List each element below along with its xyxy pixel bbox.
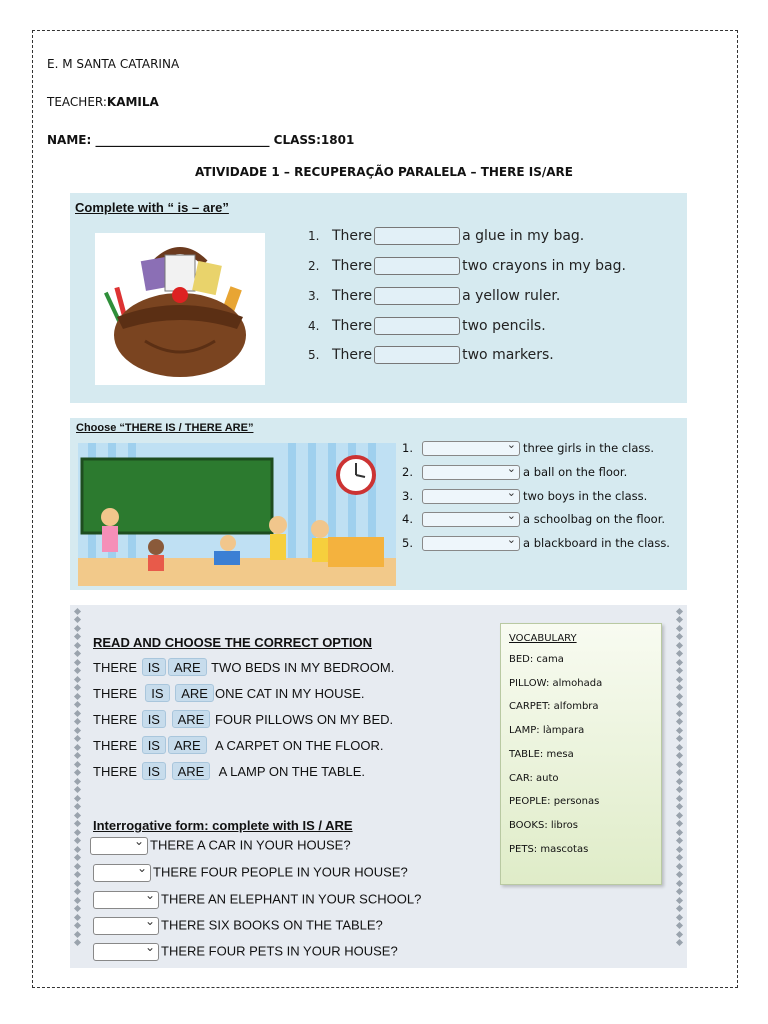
choice-row-5	[93, 762, 365, 780]
vocab-item: BOOKS: libros	[509, 820, 579, 831]
s2-text: a schoolbag on the floor.	[523, 512, 666, 526]
s2-text: two boys in the class.	[523, 489, 648, 503]
there-word: THERE	[93, 660, 138, 675]
interrogative-text: THERE AN ELEPHANT IN YOUR SCHOOL?	[161, 891, 422, 907]
s1-pre: There	[332, 318, 373, 334]
interrogative-text: THERE FOUR PETS IN YOUR HOUSE?	[161, 943, 398, 959]
choice-row-1	[93, 658, 394, 676]
s1-item-3	[308, 287, 560, 305]
s1-pre: There	[332, 228, 373, 244]
vocabulary-title: VOCABULARY	[509, 633, 577, 644]
answer-box[interactable]	[374, 287, 460, 305]
s1-post: two crayons in my bag.	[462, 258, 626, 274]
backpack-image	[95, 233, 265, 385]
s2-num: 3.	[402, 489, 413, 503]
s2-item-2	[402, 465, 627, 480]
s2-num: 1.	[402, 441, 413, 455]
section3-title: READ AND CHOOSE THE CORRECT OPTION	[93, 635, 373, 650]
s1-item-2	[308, 257, 626, 275]
option-is[interactable]: IS	[142, 736, 166, 754]
teacher-label: TEACHER:	[47, 95, 107, 109]
there-word: THERE	[93, 686, 138, 701]
section-choose	[70, 418, 687, 590]
answer-box[interactable]	[374, 257, 460, 275]
section-complete	[70, 193, 687, 403]
there-word: THERE	[93, 738, 138, 753]
s1-num: 1.	[308, 229, 320, 243]
s2-text: a ball on the floor.	[523, 465, 628, 479]
row-text: A CARPET ON THE FLOOR.	[214, 738, 384, 753]
vocab-item: PILLOW: almohada	[509, 678, 603, 689]
answer-dropdown[interactable]	[422, 465, 520, 480]
choice-row-3	[93, 710, 393, 728]
s1-item-4	[308, 317, 546, 335]
s2-item-1	[402, 441, 654, 456]
there-word: THERE	[93, 712, 138, 727]
vocabulary-box	[500, 623, 662, 885]
option-are[interactable]: ARE	[175, 684, 214, 702]
answer-dropdown[interactable]	[422, 512, 520, 527]
s1-post: a glue in my bag.	[462, 228, 585, 244]
s1-pre: There	[332, 288, 373, 304]
row-text: TWO BEDS IN MY BEDROOM.	[211, 660, 395, 675]
answer-box[interactable]	[374, 317, 460, 335]
name-class-line	[47, 133, 354, 147]
s2-num: 2.	[402, 465, 413, 479]
s1-pre: There	[332, 258, 373, 274]
classroom-image	[78, 443, 396, 586]
vocab-item: PETS: mascotas	[509, 844, 589, 855]
option-are[interactable]: ARE	[172, 710, 211, 728]
answer-dropdown[interactable]	[93, 864, 151, 882]
interrogative-row-1	[90, 837, 351, 855]
section1-title: Complete with “ is – are”	[75, 200, 229, 215]
vocab-item: TABLE: mesa	[509, 749, 574, 760]
answer-dropdown[interactable]	[422, 489, 520, 504]
school-name: E. M SANTA CATARINA	[47, 57, 180, 71]
choice-row-4	[93, 736, 384, 754]
s2-item-3	[402, 489, 647, 504]
s1-num: 3.	[308, 289, 320, 303]
s1-item-1	[308, 227, 584, 245]
s1-post: a yellow ruler.	[462, 288, 561, 304]
interrogative-title: Interrogative form: complete with IS / ARE	[93, 818, 353, 833]
option-is[interactable]: IS	[142, 658, 166, 676]
answer-dropdown[interactable]	[93, 917, 159, 935]
s1-pre: There	[332, 347, 373, 363]
option-is[interactable]: IS	[142, 710, 166, 728]
s2-item-4	[402, 512, 665, 527]
s1-item-5	[308, 346, 554, 364]
s1-post: two markers.	[462, 347, 554, 363]
name-label: NAME: _____________________________	[47, 133, 270, 147]
s1-num: 2.	[308, 259, 320, 273]
activity-title: ATIVIDADE 1 – RECUPERAÇÃO PARALELA – THERE IS/ARE	[195, 165, 573, 179]
interrogative-row-3	[93, 891, 421, 909]
diamond-border-left	[72, 605, 82, 968]
diamond-border-right	[674, 605, 684, 968]
option-are[interactable]: ARE	[168, 658, 207, 676]
interrogative-row-5	[93, 943, 398, 961]
s1-num: 4.	[308, 319, 320, 333]
choice-row-2	[93, 684, 364, 702]
vocab-item: PEOPLE: personas	[509, 796, 600, 807]
section2-title: Choose “THERE IS / THERE ARE”	[76, 422, 254, 434]
s2-text: three girls in the class.	[523, 441, 655, 455]
teacher-name: KAMILA	[106, 95, 159, 109]
answer-box[interactable]	[374, 227, 460, 245]
s2-num: 4.	[402, 512, 413, 526]
vocab-item: CARPET: alfombra	[509, 701, 599, 712]
teacher-line	[47, 95, 159, 109]
interrogative-text: THERE SIX BOOKS ON THE TABLE?	[161, 917, 383, 933]
answer-dropdown[interactable]	[422, 536, 520, 551]
s2-text: a blackboard in the class.	[523, 536, 670, 550]
answer-box[interactable]	[374, 346, 460, 364]
section-read-choose	[70, 605, 687, 968]
s2-num: 5.	[402, 536, 413, 550]
there-word: THERE	[93, 764, 138, 779]
answer-dropdown[interactable]	[90, 837, 148, 855]
vocab-item: BED: cama	[509, 654, 564, 665]
row-text: ONE CAT IN MY HOUSE.	[214, 686, 365, 701]
interrogative-text: THERE A CAR IN YOUR HOUSE?	[150, 837, 351, 853]
option-are[interactable]: ARE	[172, 762, 211, 780]
option-is[interactable]: IS	[145, 684, 169, 702]
class-label: CLASS:1801	[273, 133, 355, 147]
vocab-item: CAR: auto	[509, 773, 559, 784]
answer-dropdown[interactable]	[93, 943, 159, 961]
interrogative-row-2	[93, 864, 408, 882]
option-are[interactable]: ARE	[168, 736, 207, 754]
row-text: A LAMP ON THE TABLE.	[218, 764, 366, 779]
s2-item-5	[402, 536, 670, 551]
answer-dropdown[interactable]	[93, 891, 159, 909]
answer-dropdown[interactable]	[422, 441, 520, 456]
vocab-item: LAMP: làmpara	[509, 725, 585, 736]
s1-num: 5.	[308, 348, 320, 362]
option-is[interactable]: IS	[142, 762, 166, 780]
interrogative-text: THERE FOUR PEOPLE IN YOUR HOUSE?	[153, 864, 408, 880]
s1-post: two pencils.	[462, 318, 546, 334]
interrogative-row-4	[93, 917, 383, 935]
row-text: FOUR PILLOWS ON MY BED.	[214, 712, 394, 727]
